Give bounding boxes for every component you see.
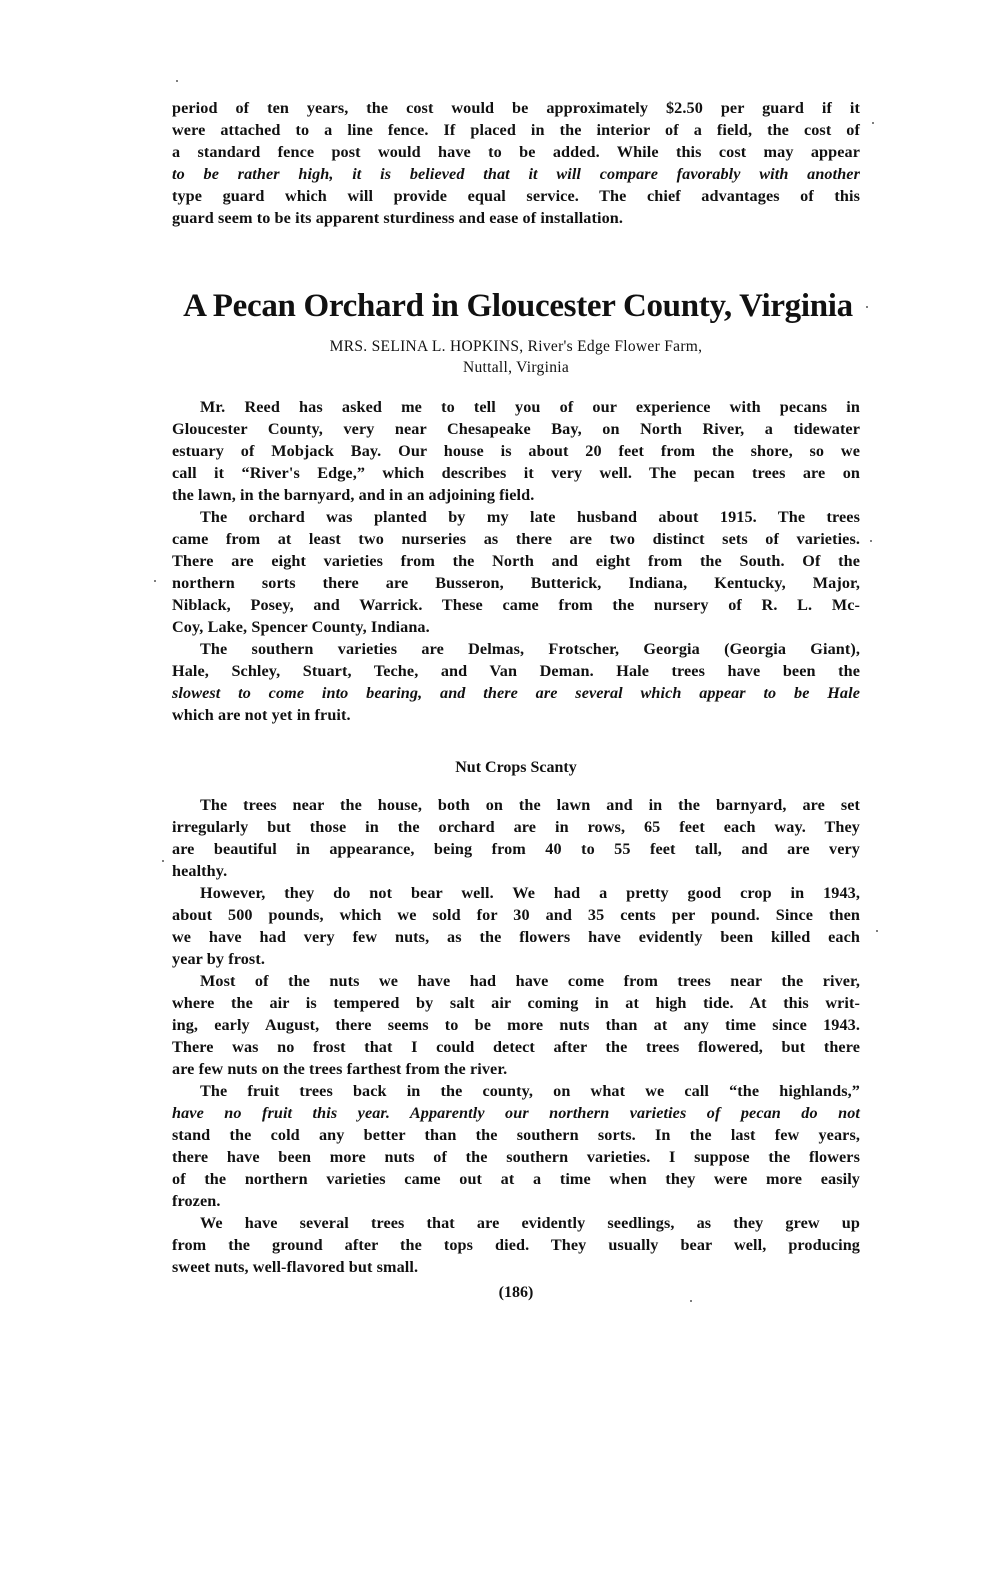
paragraph-first-line: Most of the nuts we have had have come from trees near the river, xyxy=(200,972,860,990)
text-line: sweet nuts, well-flavored but small. xyxy=(172,1258,419,1276)
text-line: we have had very few nuts, as the flowers have evidently been killed each xyxy=(172,928,860,946)
scan-speck xyxy=(870,540,872,542)
scan-speck xyxy=(872,122,874,124)
author-byline: MRS. SELINA L. HOPKINS, River's Edge Flower Farm, xyxy=(329,338,703,355)
text-line: the lawn, in the barnyard, and in an adjoining field. xyxy=(172,486,535,504)
paragraph-first-line: We have several trees that are evidently seedlings, as they grew up xyxy=(200,1214,860,1232)
text-line: year by frost. xyxy=(172,950,265,968)
text-line: are beautiful in appearance, being from 40 to 55 feet tall, and are very xyxy=(172,840,860,858)
scan-speck xyxy=(866,306,868,308)
scan-speck xyxy=(154,580,156,582)
text-line: came from at least two nurseries as there are two distinct sets of varieties. xyxy=(172,530,860,548)
text-line: Gloucester County, very near Chesapeake Bay, on North River, a tidewater xyxy=(172,420,860,438)
text-line: Niblack, Posey, and Warrick. These came from the nursery of R. L. Mc- xyxy=(172,596,860,614)
scan-speck xyxy=(876,930,878,932)
text-line: ing, early August, there seems to be more nuts than at any time since 1943. xyxy=(172,1016,860,1034)
text-line: irregularly but those in the orchard are in rows, 65 feet each way. They xyxy=(172,818,860,836)
text-line: type guard which will provide equal service. The chief advantages of this xyxy=(172,187,860,205)
section-heading: Nut Crops Scanty xyxy=(455,759,577,776)
text-line: northern sorts there are Busseron, Butterick, Indiana, Kentucky, Major, xyxy=(172,574,860,592)
article-title: A Pecan Orchard in Gloucester County, Virginia xyxy=(183,288,853,324)
scan-speck xyxy=(162,860,164,862)
text-line: there have been more nuts of the southern varieties. I suppose the flowers xyxy=(172,1148,860,1166)
page-number: (186) xyxy=(498,1284,534,1301)
text-line: of the northern varieties came out at a time when they were more easily xyxy=(172,1170,860,1188)
text-line: period of ten years, the cost would be approximately $2.50 per guard if it xyxy=(172,99,860,117)
text-line: Hale, Schley, Stuart, Teche, and Van Deman. Hale trees have been the xyxy=(172,662,860,680)
text-line: guard seem to be its apparent sturdiness and ease of installation. xyxy=(172,209,624,227)
paragraph-first-line: The trees near the house, both on the lawn and in the barnyard, are set xyxy=(200,796,860,814)
text-line: There are eight varieties from the North and eight from the South. Of the xyxy=(172,552,860,570)
text-line: to be rather high, it is believed that it will compare favorably with another xyxy=(172,165,860,183)
text-line: which are not yet in fruit. xyxy=(172,706,351,724)
paragraph-first-line: The orchard was planted by my late husband about 1915. The trees xyxy=(200,508,860,526)
text-line: slowest to come into bearing, and there are several which appear to be Hale xyxy=(172,684,860,702)
text-line: have no fruit this year. Apparently our northern varieties of pecan do not xyxy=(172,1104,860,1122)
text-line: from the ground after the tops died. They usually bear well, producing xyxy=(172,1236,860,1254)
scan-speck xyxy=(690,1300,692,1302)
text-line: estuary of Mobjack Bay. Our house is about 20 feet from the shore, so we xyxy=(172,442,860,460)
text-line: where the air is tempered by salt air coming in at high tide. At this writ- xyxy=(172,994,860,1012)
paragraph-first-line: However, they do not bear well. We had a pretty good crop in 1943, xyxy=(200,884,860,902)
text-line: a standard fence post would have to be added. While this cost may appear xyxy=(172,143,860,161)
text-line: are few nuts on the trees farthest from the river. xyxy=(172,1060,508,1078)
text-line: Coy, Lake, Spencer County, Indiana. xyxy=(172,618,430,636)
text-line: call it “River's Edge,” which describes it very well. The pecan trees are on xyxy=(172,464,860,482)
text-line: stand the cold any better than the southern sorts. In the last few years, xyxy=(172,1126,860,1144)
text-line: There was no frost that I could detect after the trees flowered, but there xyxy=(172,1038,860,1056)
paragraph-first-line: The southern varieties are Delmas, Frotscher, Georgia (Georgia Giant), xyxy=(200,640,860,658)
paragraph-first-line: Mr. Reed has asked me to tell you of our experience with pecans in xyxy=(200,398,860,416)
scan-speck xyxy=(176,80,178,82)
text-line: were attached to a line fence. If placed in the interior of a field, the cost of xyxy=(172,121,860,139)
paragraph-first-line: The fruit trees back in the county, on what we call “the highlands,” xyxy=(200,1082,860,1100)
author-location: Nuttall, Virginia xyxy=(462,359,570,376)
text-line: healthy. xyxy=(172,862,228,880)
text-line: about 500 pounds, which we sold for 30 and 35 cents per pound. Since then xyxy=(172,906,860,924)
text-line: frozen. xyxy=(172,1192,221,1210)
